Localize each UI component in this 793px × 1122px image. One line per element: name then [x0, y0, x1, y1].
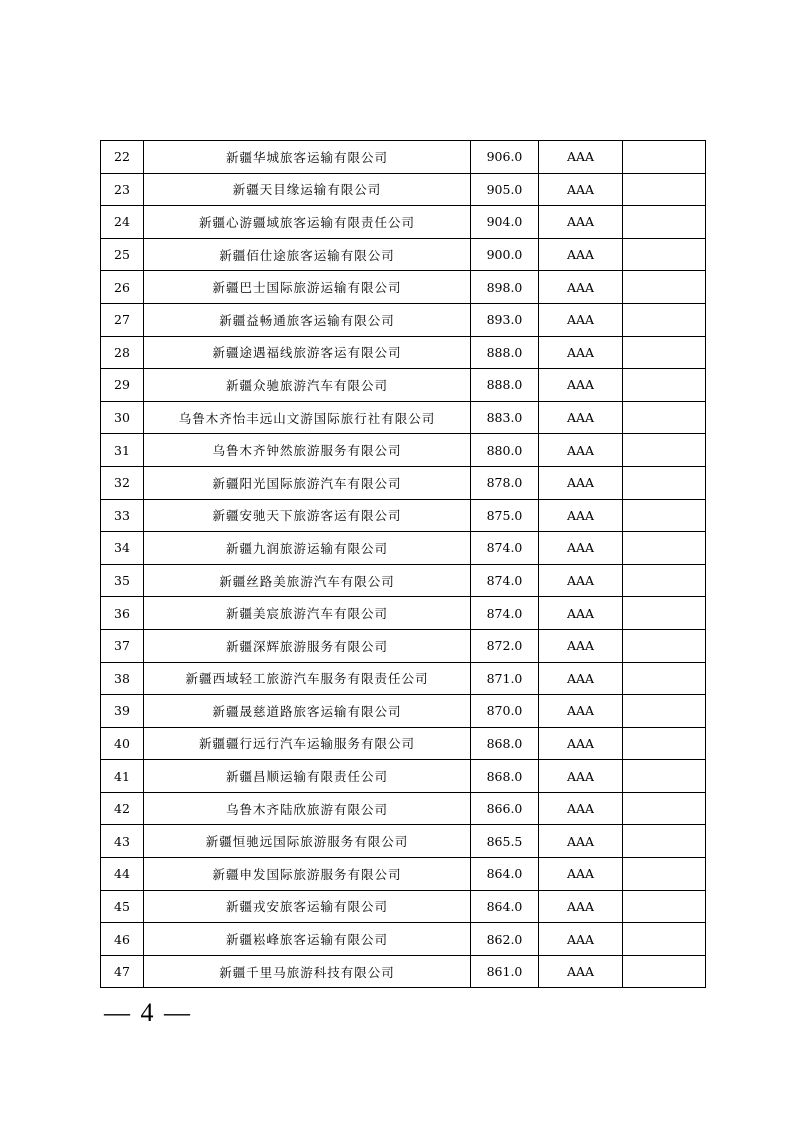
table-row	[101, 336, 706, 369]
note-cell	[623, 890, 706, 923]
note-cell	[623, 629, 706, 662]
table-row	[101, 760, 706, 793]
table-row	[101, 303, 706, 336]
grade-cell: AAA	[539, 532, 623, 565]
grade-cell: AAA	[539, 792, 623, 825]
note-cell	[623, 401, 706, 434]
row-number-cell: 38	[101, 662, 144, 695]
table-row	[101, 141, 706, 174]
company-name-cell: 新疆丝路美旅游汽车有限公司	[144, 564, 471, 597]
company-name-cell: 新疆九润旅游运输有限公司	[144, 532, 471, 565]
note-cell	[623, 434, 706, 467]
table-row	[101, 825, 706, 858]
row-number-cell: 23	[101, 173, 144, 206]
grade-cell: AAA	[539, 727, 623, 760]
note-cell	[623, 597, 706, 630]
table-row	[101, 564, 706, 597]
row-number-cell: 33	[101, 499, 144, 532]
grade-cell: AAA	[539, 173, 623, 206]
note-cell	[623, 858, 706, 891]
note-cell	[623, 923, 706, 956]
score-cell: 865.5	[471, 825, 539, 858]
row-number-cell: 37	[101, 629, 144, 662]
page-number: — 4 —	[104, 998, 192, 1027]
note-cell	[623, 173, 706, 206]
table-row	[101, 629, 706, 662]
score-cell: 905.0	[471, 173, 539, 206]
row-number-cell: 34	[101, 532, 144, 565]
table-row	[101, 597, 706, 630]
row-number-cell: 44	[101, 858, 144, 891]
company-name-cell: 乌鲁木齐钟然旅游服务有限公司	[144, 434, 471, 467]
note-cell	[623, 271, 706, 304]
row-number-cell: 45	[101, 890, 144, 923]
note-cell	[623, 206, 706, 239]
grade-cell: AAA	[539, 760, 623, 793]
row-number-cell: 31	[101, 434, 144, 467]
table-row	[101, 434, 706, 467]
table-row	[101, 369, 706, 402]
table-body	[101, 141, 706, 988]
table-row	[101, 890, 706, 923]
table-row	[101, 858, 706, 891]
score-cell: 875.0	[471, 499, 539, 532]
company-name-cell: 新疆众驰旅游汽车有限公司	[144, 369, 471, 402]
table-row	[101, 499, 706, 532]
row-number-cell: 29	[101, 369, 144, 402]
grade-cell: AAA	[539, 238, 623, 271]
grade-cell: AAA	[539, 466, 623, 499]
note-cell	[623, 955, 706, 988]
score-cell: 888.0	[471, 369, 539, 402]
score-cell: 870.0	[471, 695, 539, 728]
company-name-cell: 新疆昌顺运输有限责任公司	[144, 760, 471, 793]
company-name-cell: 新疆心游疆域旅客运输有限责任公司	[144, 206, 471, 239]
score-cell: 878.0	[471, 466, 539, 499]
grade-cell: AAA	[539, 271, 623, 304]
note-cell	[623, 336, 706, 369]
note-cell	[623, 760, 706, 793]
grade-cell: AAA	[539, 597, 623, 630]
row-number-cell: 25	[101, 238, 144, 271]
row-number-cell: 43	[101, 825, 144, 858]
grade-cell: AAA	[539, 923, 623, 956]
row-number-cell: 36	[101, 597, 144, 630]
score-cell: 898.0	[471, 271, 539, 304]
grade-cell: AAA	[539, 141, 623, 174]
company-name-cell: 新疆崧峰旅客运输有限公司	[144, 923, 471, 956]
company-name-cell: 新疆安驰天下旅游客运有限公司	[144, 499, 471, 532]
company-name-cell: 新疆益畅通旅客运输有限公司	[144, 303, 471, 336]
company-name-cell: 新疆佰仕途旅客运输有限公司	[144, 238, 471, 271]
table-row	[101, 695, 706, 728]
row-number-cell: 26	[101, 271, 144, 304]
score-cell: 864.0	[471, 890, 539, 923]
company-name-cell: 新疆巴士国际旅游运输有限公司	[144, 271, 471, 304]
grade-cell: AAA	[539, 303, 623, 336]
table-row	[101, 173, 706, 206]
table-row	[101, 206, 706, 239]
note-cell	[623, 662, 706, 695]
score-cell: 872.0	[471, 629, 539, 662]
score-cell: 883.0	[471, 401, 539, 434]
grade-cell: AAA	[539, 434, 623, 467]
note-cell	[623, 792, 706, 825]
grade-cell: AAA	[539, 206, 623, 239]
score-cell: 868.0	[471, 760, 539, 793]
company-name-cell: 新疆千里马旅游科技有限公司	[144, 955, 471, 988]
grade-cell: AAA	[539, 662, 623, 695]
row-number-cell: 32	[101, 466, 144, 499]
note-cell	[623, 303, 706, 336]
company-name-cell: 新疆戎安旅客运输有限公司	[144, 890, 471, 923]
grade-cell: AAA	[539, 336, 623, 369]
score-cell: 864.0	[471, 858, 539, 891]
row-number-cell: 35	[101, 564, 144, 597]
company-name-cell: 新疆途遇福线旅游客运有限公司	[144, 336, 471, 369]
table-row	[101, 271, 706, 304]
company-name-cell: 新疆疆行远行汽车运输服务有限公司	[144, 727, 471, 760]
grade-cell: AAA	[539, 629, 623, 662]
table-row	[101, 955, 706, 988]
row-number-cell: 46	[101, 923, 144, 956]
score-cell: 868.0	[471, 727, 539, 760]
grade-cell: AAA	[539, 955, 623, 988]
note-cell	[623, 695, 706, 728]
note-cell	[623, 825, 706, 858]
company-name-cell: 新疆阳光国际旅游汽车有限公司	[144, 466, 471, 499]
note-cell	[623, 499, 706, 532]
score-cell: 893.0	[471, 303, 539, 336]
score-cell: 874.0	[471, 564, 539, 597]
grade-cell: AAA	[539, 858, 623, 891]
note-cell	[623, 369, 706, 402]
grade-cell: AAA	[539, 564, 623, 597]
score-cell: 880.0	[471, 434, 539, 467]
score-cell: 888.0	[471, 336, 539, 369]
grade-cell: AAA	[539, 890, 623, 923]
score-cell: 900.0	[471, 238, 539, 271]
grade-cell: AAA	[539, 499, 623, 532]
note-cell	[623, 466, 706, 499]
company-name-cell: 新疆美宸旅游汽车有限公司	[144, 597, 471, 630]
note-cell	[623, 532, 706, 565]
row-number-cell: 40	[101, 727, 144, 760]
score-cell: 906.0	[471, 141, 539, 174]
score-cell: 871.0	[471, 662, 539, 695]
score-cell: 861.0	[471, 955, 539, 988]
table-row	[101, 792, 706, 825]
grade-cell: AAA	[539, 695, 623, 728]
company-name-cell: 新疆深辉旅游服务有限公司	[144, 629, 471, 662]
row-number-cell: 42	[101, 792, 144, 825]
table-row	[101, 662, 706, 695]
note-cell	[623, 564, 706, 597]
row-number-cell: 24	[101, 206, 144, 239]
score-cell: 904.0	[471, 206, 539, 239]
grade-cell: AAA	[539, 369, 623, 402]
company-name-cell: 新疆华城旅客运输有限公司	[144, 141, 471, 174]
score-cell: 862.0	[471, 923, 539, 956]
table-row	[101, 466, 706, 499]
score-cell: 866.0	[471, 792, 539, 825]
table-row	[101, 923, 706, 956]
row-number-cell: 27	[101, 303, 144, 336]
score-cell: 874.0	[471, 597, 539, 630]
note-cell	[623, 727, 706, 760]
note-cell	[623, 141, 706, 174]
grade-cell: AAA	[539, 401, 623, 434]
table-row	[101, 401, 706, 434]
table-row	[101, 238, 706, 271]
company-name-cell: 乌鲁木齐怡丰远山文游国际旅行社有限公司	[144, 401, 471, 434]
ranking-table	[100, 140, 706, 988]
company-name-cell: 新疆恒驰远国际旅游服务有限公司	[144, 825, 471, 858]
row-number-cell: 41	[101, 760, 144, 793]
company-name-cell: 新疆天目缘运输有限公司	[144, 173, 471, 206]
row-number-cell: 28	[101, 336, 144, 369]
company-name-cell: 新疆晟慈道路旅客运输有限公司	[144, 695, 471, 728]
row-number-cell: 39	[101, 695, 144, 728]
company-name-cell: 乌鲁木齐陆欣旅游有限公司	[144, 792, 471, 825]
row-number-cell: 47	[101, 955, 144, 988]
score-cell: 874.0	[471, 532, 539, 565]
table-row	[101, 532, 706, 565]
note-cell	[623, 238, 706, 271]
row-number-cell: 22	[101, 141, 144, 174]
company-name-cell: 新疆西域轻工旅游汽车服务有限责任公司	[144, 662, 471, 695]
row-number-cell: 30	[101, 401, 144, 434]
table-row	[101, 727, 706, 760]
company-name-cell: 新疆申发国际旅游服务有限公司	[144, 858, 471, 891]
grade-cell: AAA	[539, 825, 623, 858]
